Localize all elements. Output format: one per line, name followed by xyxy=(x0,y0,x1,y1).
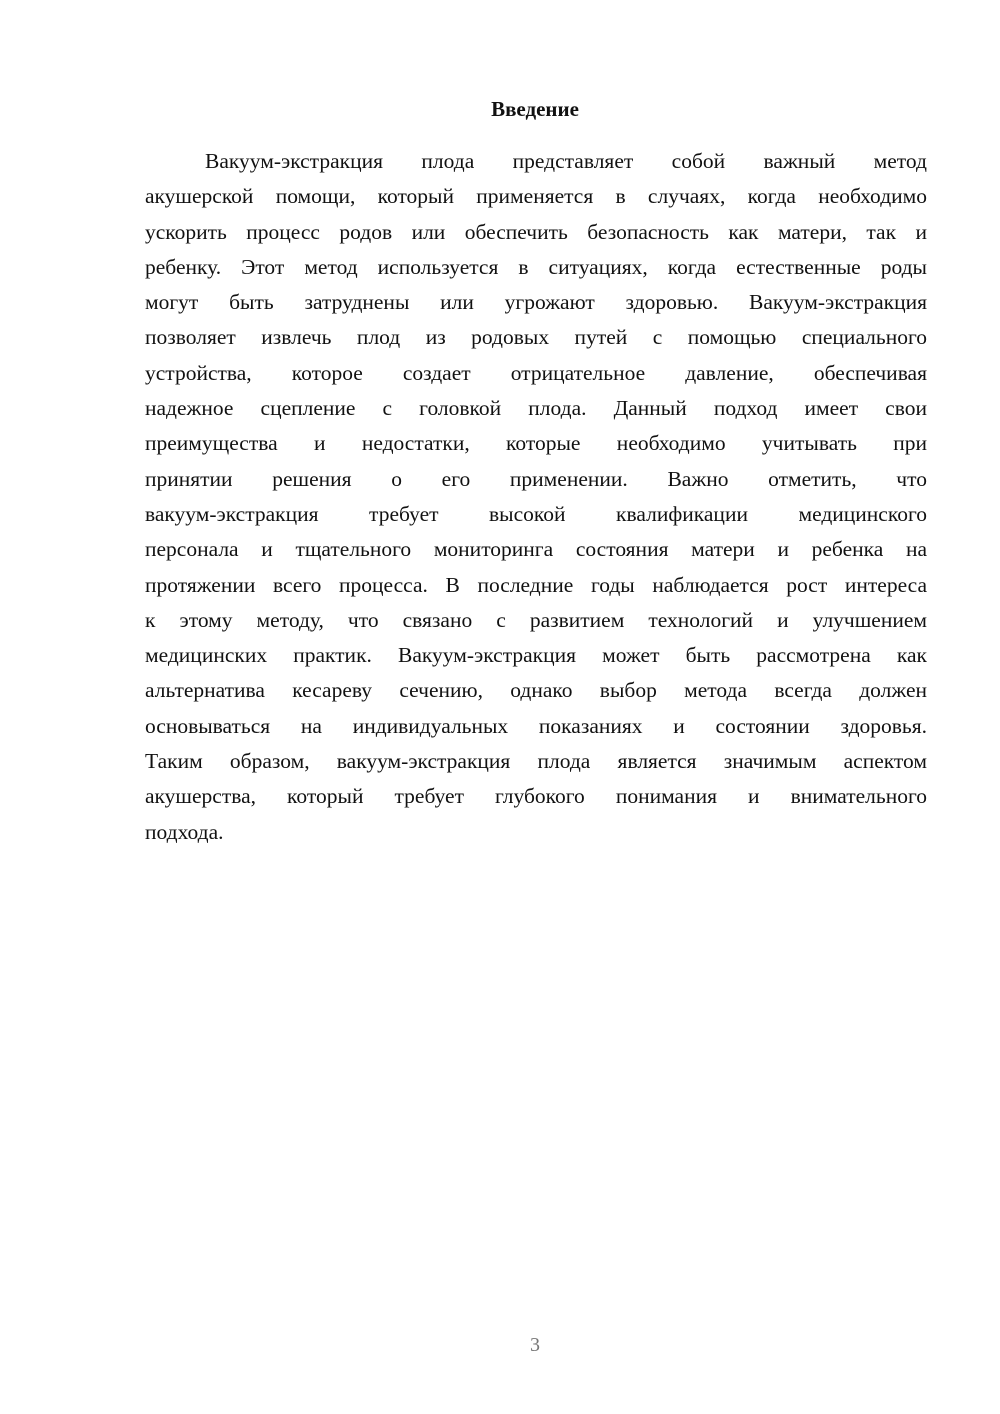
text-line: ребенку. Этот метод используется в ситуациях, когда естественные роды xyxy=(145,254,927,279)
text-line: вакуум-экстракция требует высокой квалификации медицинского xyxy=(145,501,927,526)
text-line: устройства, которое создает отрицательное давление, обеспечивая xyxy=(145,360,927,385)
text-line: протяжении всего процесса. В последние годы наблюдается рост интереса xyxy=(145,572,927,597)
text-line: альтернатива кесареву сечению, однако выбор метода всегда должен xyxy=(145,678,927,703)
text-line: могут быть затруднены или угрожают здоровью. Вакуум-экстракция xyxy=(145,290,927,315)
text-line: акушерской помощи, который применяется в случаях, когда необходимо xyxy=(145,184,927,209)
text-line: к этому методу, что связано с развитием технологий и улучшением xyxy=(145,607,927,632)
text-line: принятии решения о его применении. Важно отметить, что xyxy=(145,466,927,491)
text-line: ускорить процесс родов или обеспечить безопасность как матери, так и xyxy=(145,219,927,244)
text-line: медицинских практик. Вакуум-экстракция может быть рассмотрена как xyxy=(145,643,927,668)
page-number: 3 xyxy=(530,1334,540,1356)
text-line: преимущества и недостатки, которые необходимо учитывать при xyxy=(145,431,927,456)
text-line: Вакуум-экстракция плода представляет собой важный метод xyxy=(205,149,927,173)
text-line: позволяет извлечь плод из родовых путей с помощью специального xyxy=(145,325,927,350)
text-line: персонала и тщательного мониторинга состояния матери и ребенка на xyxy=(145,537,927,562)
text-line: надежное сцепление с головкой плода. Данный подход имеет свои xyxy=(145,396,927,421)
text-line: основываться на индивидуальных показаниях и состоянии здоровья. xyxy=(145,713,927,738)
text-line: подхода. xyxy=(145,819,224,844)
text-line: акушерства, который требует глубокого понимания и внимательного xyxy=(145,784,927,809)
text-line: Таким образом, вакуум-экстракция плода является значимым аспектом xyxy=(145,749,927,774)
section-title: Введение xyxy=(491,97,579,121)
intro-paragraph xyxy=(145,144,927,850)
